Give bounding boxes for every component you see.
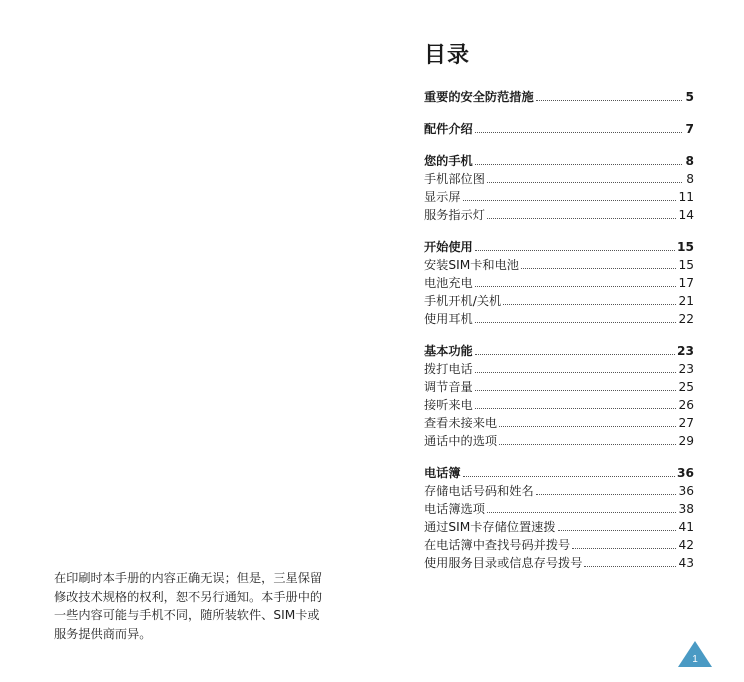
toc-entry-label: 通话中的选项: [424, 434, 498, 448]
toc-entry-label: 配件介绍: [424, 122, 473, 136]
toc-entry-page: 36: [678, 484, 694, 498]
dot-leader: [463, 476, 675, 477]
dot-leader: [463, 200, 677, 201]
toc-entry[interactable]: [424, 500, 694, 518]
toc-heading-entry[interactable]: [424, 88, 694, 106]
toc-entry[interactable]: [424, 188, 694, 206]
toc-entry[interactable]: [424, 310, 694, 328]
dot-leader: [499, 444, 676, 445]
toc-entry-page: 17: [678, 276, 694, 290]
toc-entry-label: 安装SIM卡和电池: [424, 258, 519, 272]
page-number-marker: [677, 640, 713, 668]
dot-leader: [475, 390, 677, 391]
toc-entry-label: 重要的安全防范措施: [424, 90, 534, 104]
toc-entry-page: 21: [678, 294, 694, 308]
toc-section: [424, 152, 694, 224]
toc-entry-page: 22: [678, 312, 694, 326]
toc-entry-page: 5: [685, 90, 694, 104]
toc-entry[interactable]: [424, 292, 694, 310]
toc-entry[interactable]: [424, 170, 694, 188]
toc-section: [424, 120, 694, 138]
dot-leader: [521, 268, 677, 269]
dot-leader: [475, 372, 677, 373]
toc-entry-page: 8: [686, 172, 694, 186]
toc-entry-page: 14: [678, 208, 694, 222]
toc-entry-page: 41: [678, 520, 694, 534]
toc-entry-page: 23: [678, 362, 694, 376]
toc-entry[interactable]: [424, 360, 694, 378]
dot-leader: [487, 512, 677, 513]
dot-leader: [572, 548, 676, 549]
toc-entry-label: 服务指示灯: [424, 208, 485, 222]
dot-leader: [487, 218, 677, 219]
toc-entry-label: 电话簿: [424, 466, 461, 480]
dot-leader: [503, 304, 676, 305]
toc-entry[interactable]: [424, 396, 694, 414]
toc-entry-label: 通过SIM卡存储位置速拨: [424, 520, 556, 534]
toc-entry-label: 开始使用: [424, 240, 473, 254]
toc-entry-label: 手机部位图: [424, 172, 485, 186]
toc-entry-label: 存储电话号码和姓名: [424, 484, 534, 498]
toc-heading-entry[interactable]: [424, 238, 694, 256]
toc-entry[interactable]: [424, 432, 694, 450]
toc-entry-page: 36: [677, 466, 694, 480]
toc-entry[interactable]: [424, 256, 694, 274]
toc-entry-label: 使用服务目录或信息存号拨号: [424, 556, 583, 570]
toc-entry-label: 接听来电: [424, 398, 473, 412]
dot-leader: [475, 408, 677, 409]
dot-leader: [558, 530, 677, 531]
toc-section: [424, 88, 694, 106]
toc-entry-label: 使用耳机: [424, 312, 473, 326]
toc-heading-entry[interactable]: [424, 464, 694, 482]
toc-entry-label: 电话簿选项: [424, 502, 485, 516]
toc-entry-page: 8: [685, 154, 694, 168]
table-of-contents: [424, 38, 694, 586]
toc-entry-page: 15: [677, 240, 694, 254]
toc-entry-page: 7: [685, 122, 694, 136]
dot-leader: [475, 250, 675, 251]
dot-leader: [536, 100, 682, 101]
toc-entry-page: 25: [678, 380, 694, 394]
toc-entry-page: 27: [678, 416, 694, 430]
toc-section: [424, 342, 694, 450]
toc-section: [424, 238, 694, 328]
toc-entry-label: 手机开机/关机: [424, 294, 502, 308]
toc-entry-page: 43: [678, 556, 694, 570]
toc-entry[interactable]: [424, 206, 694, 224]
toc-entry-label: 您的手机: [424, 154, 473, 168]
toc-entry-page: 15: [678, 258, 694, 272]
toc-entry-label: 电池充电: [424, 276, 473, 290]
toc-entry[interactable]: [424, 274, 694, 292]
dot-leader: [475, 132, 682, 133]
toc-entry-label: 查看未接来电: [424, 416, 498, 430]
dot-leader: [475, 286, 677, 287]
toc-entry-label: 基本功能: [424, 344, 473, 358]
toc-entry[interactable]: [424, 554, 694, 572]
toc-entry-page: 38: [678, 502, 694, 516]
toc-section: [424, 464, 694, 572]
toc-entry[interactable]: [424, 518, 694, 536]
page-number: 1: [692, 654, 698, 665]
toc-heading-entry[interactable]: [424, 342, 694, 360]
dot-leader: [475, 322, 677, 323]
toc-entry-page: 26: [678, 398, 694, 412]
dot-leader: [499, 426, 676, 427]
disclaimer-text: 在印刷时本手册的内容正确无误；但是，三星保留修改技术规格的权利，恕不另行通知。本手册中的一些内容可能与手机不同，随所装软件、SIM卡或服务提供商而异。: [54, 571, 323, 642]
toc-entry[interactable]: [424, 414, 694, 432]
dot-leader: [584, 566, 676, 567]
dot-leader: [475, 164, 682, 165]
dot-leader: [487, 182, 682, 183]
toc-entry-page: 23: [677, 344, 694, 358]
toc-entry-label: 拨打电话: [424, 362, 473, 376]
toc-entry-page: 11: [678, 190, 694, 204]
toc-body: [424, 88, 694, 572]
toc-entry[interactable]: [424, 482, 694, 500]
toc-title: 目录: [424, 43, 471, 68]
toc-entry-page: 29: [678, 434, 694, 448]
toc-entry-label: 在电话簿中查找号码并拨号: [424, 538, 571, 552]
toc-entry[interactable]: [424, 378, 694, 396]
dot-leader: [475, 354, 675, 355]
toc-entry-page: 42: [678, 538, 694, 552]
toc-entry[interactable]: [424, 536, 694, 554]
toc-heading-entry[interactable]: [424, 152, 694, 170]
toc-entry-label: 显示屏: [424, 190, 461, 204]
toc-entry-label: 调节音量: [424, 380, 473, 394]
dot-leader: [536, 494, 677, 495]
toc-heading-entry[interactable]: [424, 120, 694, 138]
